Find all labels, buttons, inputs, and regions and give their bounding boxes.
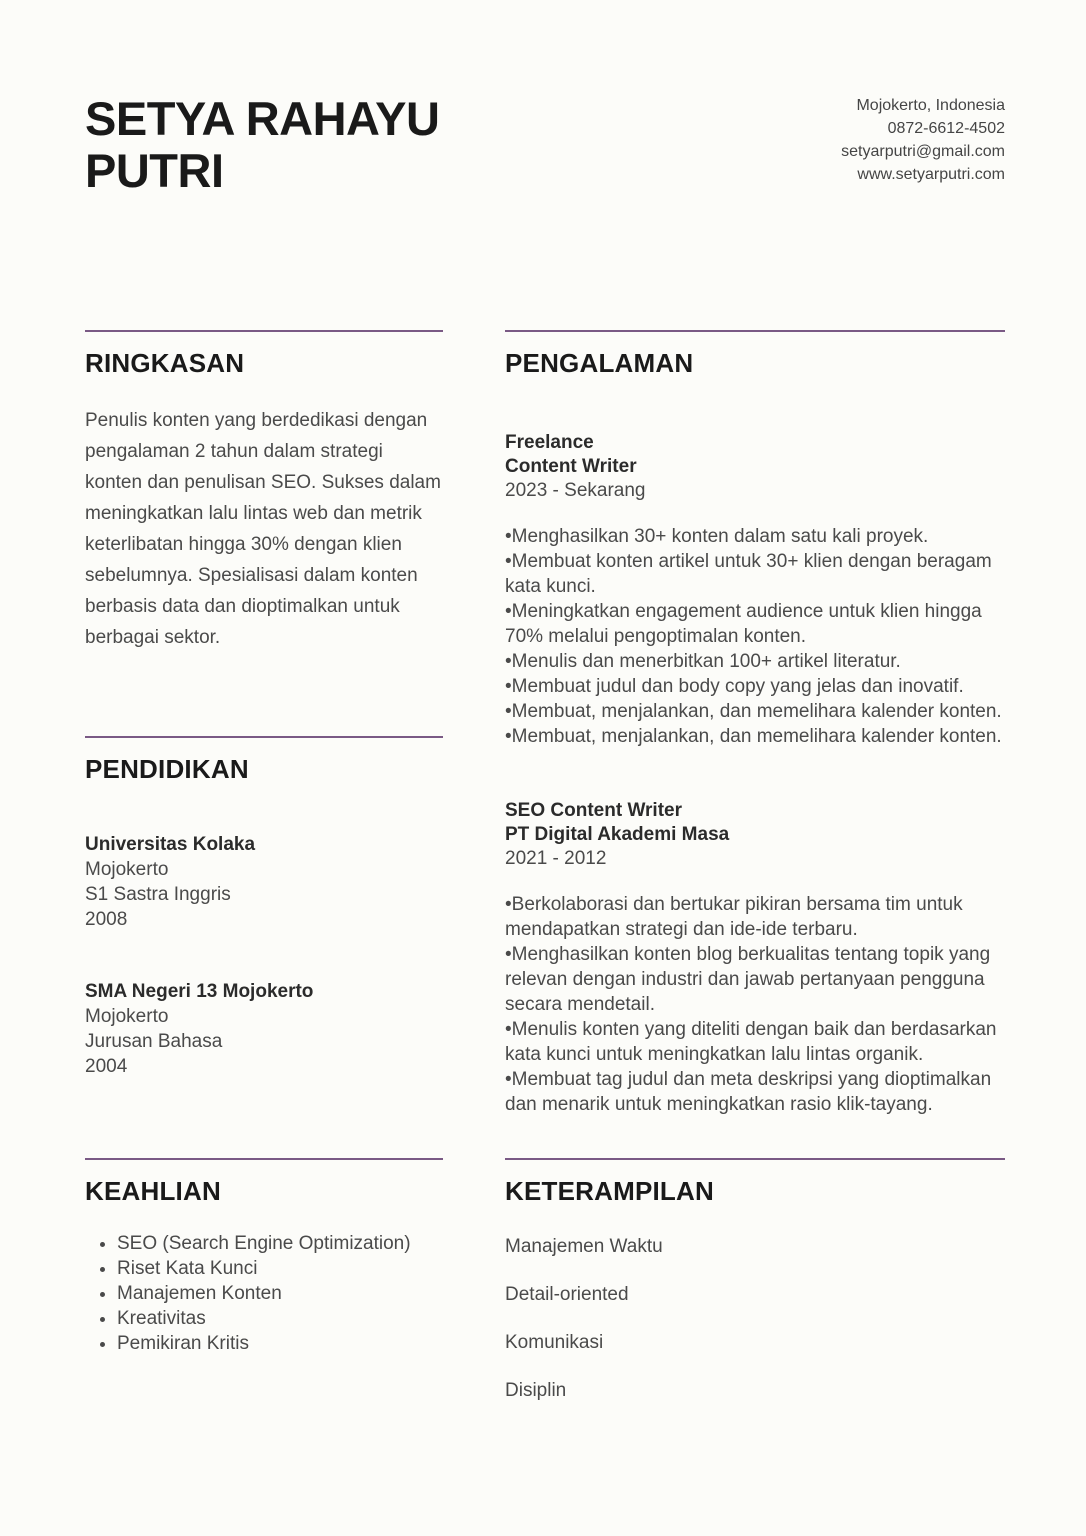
job-bullet: • Membuat konten artikel untuk 30+ klien dengan beragam kata kunci. (505, 549, 1005, 599)
job-period: 2021 - 2012 (505, 848, 607, 869)
contact-location: Mojokerto, Indonesia (856, 97, 1005, 114)
skill-item: • Riset Kata Kunci (117, 1256, 443, 1281)
job-bullet: • Menghasilkan konten blog berkualitas tentang topik yang relevan dengan industri dan jawab pertanyaan pengguna secara mendetail. (505, 942, 1005, 1017)
soft-skill-item: Komunikasi (505, 1332, 604, 1353)
section-title-keterampilan: KETERAMPILAN (505, 1176, 714, 1206)
education-program: S1 Sastra Inggris (85, 884, 231, 905)
education-location: Mojokerto (85, 859, 169, 880)
soft-skill-item: Detail-oriented (505, 1284, 629, 1305)
section-title-pendidikan: PENDIDIKAN (85, 754, 249, 784)
job-bullet: • Membuat, menjalankan, dan memelihara kalender konten. (505, 724, 1005, 749)
job-bullet: • Menulis dan menerbitkan 100+ artikel literatur. (505, 649, 1005, 674)
section-title-ringkasan: RINGKASAN (85, 348, 245, 378)
contact-email[interactable]: setyarputri@gmail.com (841, 143, 1005, 160)
section-pengalaman (505, 330, 1005, 1117)
job-period: 2023 - Sekarang (505, 480, 646, 501)
education-program: Jurusan Bahasa (85, 1031, 223, 1052)
education-entry (85, 979, 443, 1079)
soft-skill-item: Manajemen Waktu (505, 1236, 663, 1257)
skill-list (85, 1231, 443, 1356)
job-entry (505, 799, 1005, 1117)
contact-block (841, 94, 1005, 186)
education-year: 2008 (85, 909, 128, 930)
section-pendidikan (85, 736, 443, 1079)
job-bullet: • Membuat judul dan body copy yang jelas dan inovatif. (505, 674, 1005, 699)
education-entry (85, 832, 443, 932)
person-name-line2: PUTRI (85, 144, 224, 197)
job-bullet: • Membuat tag judul dan meta deskripsi yang dioptimalkan dan menarik untuk meningkatkan rasio klik-tayang. (505, 1067, 1005, 1117)
education-school: SMA Negeri 13 Mojokerto (85, 981, 314, 1002)
section-keahlian (85, 1158, 443, 1356)
person-name-line1: SETYA RAHAYU (85, 92, 440, 145)
job-heading1: SEO Content Writer (505, 800, 682, 821)
job-heading2: Content Writer (505, 456, 637, 477)
contact-phone: 0872-6612-4502 (887, 120, 1005, 137)
job-bullet: • Berkolaborasi dan bertukar pikiran bersama tim untuk mendapatkan strategi dan ide-ide terbaru. (505, 892, 1005, 942)
job-bullet: • Meningkatkan engagement audience untuk klien hingga 70% melalui pengoptimalan konten. (505, 599, 1005, 649)
education-year: 2004 (85, 1056, 128, 1077)
job-heading2: PT Digital Akademi Masa (505, 824, 730, 845)
job-heading1: Freelance (505, 432, 594, 453)
soft-skill-item: Disiplin (505, 1380, 567, 1401)
education-school: Universitas Kolaka (85, 834, 256, 855)
job-bullet: • Membuat, menjalankan, dan memelihara kalender konten. (505, 699, 1005, 724)
skill-item: • Manajemen Konten (117, 1281, 443, 1306)
section-title-pengalaman: PENGALAMAN (505, 348, 694, 378)
section-ringkasan (85, 330, 443, 653)
soft-skill-list (505, 1234, 1005, 1403)
education-location: Mojokerto (85, 1006, 169, 1027)
skill-item: • Kreativitas (117, 1306, 443, 1331)
job-bullet-list (505, 524, 1005, 749)
skill-item: • Pemikiran Kritis (117, 1331, 443, 1356)
section-title-keahlian: KEAHLIAN (85, 1176, 221, 1206)
job-bullet: • Menghasilkan 30+ konten dalam satu kali proyek. (505, 524, 1005, 549)
skill-item: • SEO (Search Engine Optimization) (117, 1231, 443, 1256)
job-bullet-list (505, 892, 1005, 1117)
person-name (85, 93, 439, 197)
job-entry (505, 431, 1005, 749)
section-keterampilan (505, 1158, 1005, 1426)
contact-website[interactable]: www.setyarputri.com (857, 166, 1005, 183)
job-bullet: • Menulis konten yang diteliti dengan baik dan berdasarkan kata kunci untuk meningkatkan lalu lintas organik. (505, 1017, 1005, 1067)
summary-text: Penulis konten yang berdedikasi dengan pengalaman 2 tahun dalam strategi konten dan penulisan SEO. Sukses dalam meningkatkan lalu lintas web dan metrik keterlibatan hingga 30% dengan klien sebelumnya. Spesialisasi dalam konten berbasis data dan dioptimalkan untuk berbagai sektor. (85, 410, 441, 648)
